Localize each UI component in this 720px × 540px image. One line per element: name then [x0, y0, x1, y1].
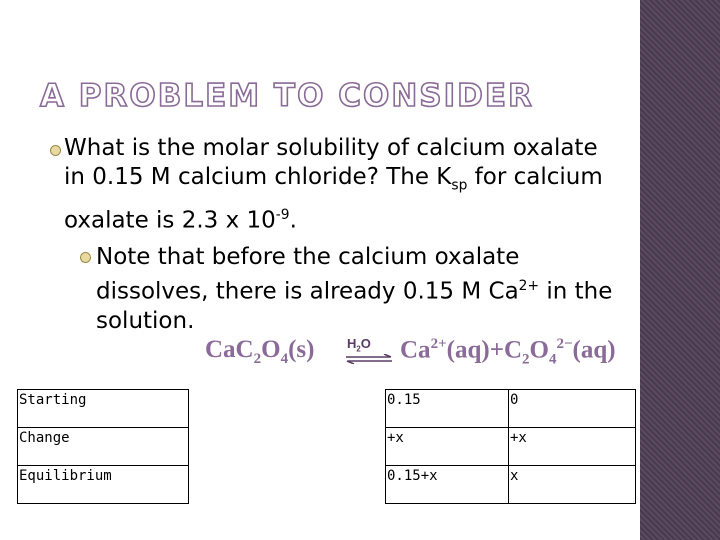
- ice-table: [17, 389, 636, 504]
- bullet-icon: [50, 145, 61, 156]
- oxalate-value: 0: [509, 390, 636, 428]
- sub-bullet-icon: [80, 252, 91, 263]
- equation-products: $Ca^{2+}(aq)+C_2O_4^{2-}(aq)$: [400, 336, 616, 368]
- row-label: Equilibrium: [18, 466, 189, 504]
- empty-cell: [189, 466, 386, 504]
- table-row: [18, 390, 636, 428]
- equation-solvent: $H_2O$: [347, 336, 371, 354]
- empty-cell: [189, 390, 386, 428]
- empty-cell: [189, 428, 386, 466]
- slide-title: A PROBLEM TO CONSIDER: [40, 78, 534, 114]
- table-row: [18, 466, 636, 504]
- ca-value: 0.15: [386, 390, 509, 428]
- row-label: Starting: [18, 390, 189, 428]
- ca-value: 0.15+x: [386, 466, 509, 504]
- table-row: [18, 428, 636, 466]
- oxalate-value: x: [509, 466, 636, 504]
- row-label: Change: [18, 428, 189, 466]
- question-text: What is the molar solubility of calcium oxalate in 0.15 M calcium chloride? The $K_{sp}$ for calcium oxalate is 2.3 x $10^{-9}$.: [64, 135, 603, 234]
- decorative-sidebar: [640, 0, 720, 540]
- equilibrium-arrow-icon: [344, 354, 394, 364]
- ca-value: +x: [386, 428, 509, 466]
- oxalate-value: +x: [509, 428, 636, 466]
- equation-reactant: $CaC_2O_4(s)$: [205, 336, 315, 367]
- note-text: Note that before the calcium oxalate dissolves, there is already 0.15 M $Ca^{2+}$ in the solution.: [96, 244, 613, 334]
